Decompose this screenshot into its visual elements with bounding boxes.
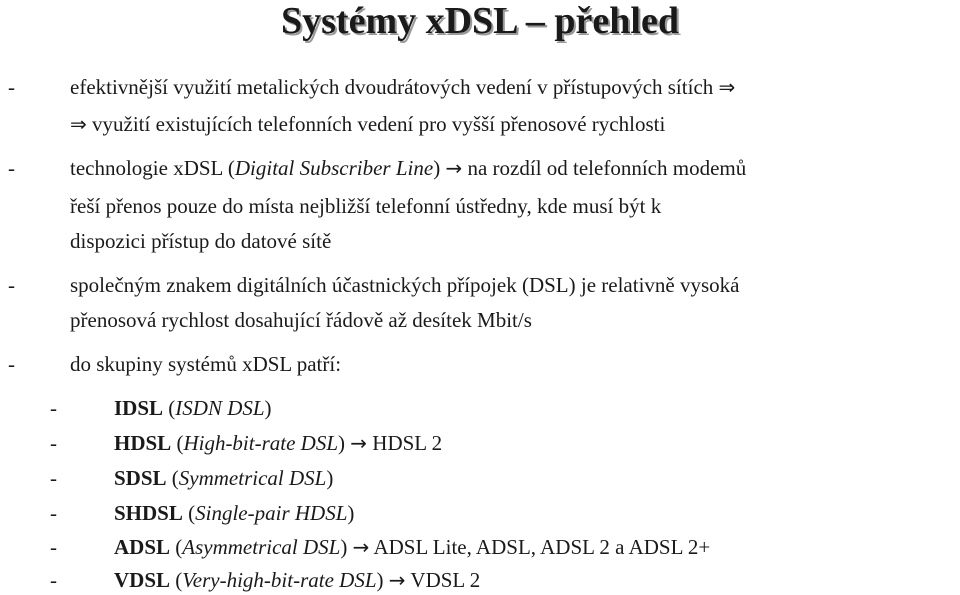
system-fullname: Single-pair HDSL — [195, 501, 348, 525]
system-successor: ADSL Lite, ADSL, ADSL 2 a ADSL 2+ — [373, 535, 711, 559]
paren-close: ) — [326, 466, 334, 490]
system-fullname: Symmetrical DSL — [178, 466, 327, 490]
p2-line1 — [70, 155, 746, 181]
implies-arrow-icon: ⇒ — [70, 112, 87, 136]
system-name: IDSL — [114, 396, 164, 420]
sub-bullet-dash: - — [50, 466, 57, 490]
system-fullname: ISDN DSL — [175, 396, 265, 420]
bullet-dash: - — [8, 352, 15, 376]
sub-bullet-dash: - — [50, 396, 57, 420]
bullet-dash: - — [8, 75, 15, 99]
paren-open: ( — [182, 501, 196, 525]
system-item-hdsl — [114, 430, 442, 456]
system-item-adsl — [114, 534, 710, 560]
right-arrow-icon: → — [352, 535, 370, 559]
p3-line1: společným znakem digitálních účastnických přípojek (DSL) je relativně vysoká — [70, 273, 740, 297]
p2-text-a: technologie xDSL ( — [70, 156, 235, 180]
paren-open: ( — [170, 535, 183, 559]
paren-close: ) — [376, 568, 384, 592]
paren-close: ) — [340, 535, 348, 559]
p2-line3: dispozici přístup do datové sítě — [70, 229, 332, 253]
paren-open: ( — [166, 466, 179, 490]
paren-close: ) — [264, 396, 272, 420]
paren-open: ( — [171, 431, 184, 455]
p2-line2: řeší přenos pouze do místa nejbližší telefonní ústředny, kde musí být k — [70, 194, 662, 218]
system-successor: VDSL 2 — [410, 568, 481, 592]
slide-title: Systémy xDSL – přehled — [281, 0, 679, 42]
system-fullname: High-bit-rate DSL — [183, 431, 339, 455]
paren-open: ( — [170, 568, 183, 592]
paren-open: ( — [163, 396, 176, 420]
system-item-sdsl — [114, 465, 333, 491]
p2-text-italic: Digital Subscriber Line — [234, 156, 434, 180]
p4-line: do skupiny systémů xDSL patří: — [70, 352, 342, 376]
right-arrow-icon: → — [388, 568, 406, 592]
bullet-dash: - — [8, 273, 15, 297]
system-item-idsl — [114, 395, 272, 421]
sub-bullet-dash: - — [50, 431, 57, 455]
system-fullname: Asymmetrical DSL — [182, 535, 341, 559]
bullet-dash: - — [8, 156, 15, 180]
system-successor: HDSL 2 — [372, 431, 443, 455]
p1-line1-text: efektivnější využití metalických dvoudrátových vedení v přístupových sítích — [70, 75, 714, 99]
p1-line2 — [70, 111, 665, 137]
p1-line2-text: využití existujících telefonních vedení pro vyšší přenosové rychlosti — [92, 112, 666, 136]
system-item-vdsl — [114, 567, 480, 593]
p3-line2: přenosová rychlost dosahující řádově až desítek Mbit/s — [70, 308, 532, 332]
right-arrow-icon: → — [445, 156, 463, 180]
paren-close: ) — [347, 501, 355, 525]
p1-line1 — [70, 74, 735, 100]
sub-bullet-dash: - — [50, 501, 57, 525]
system-item-shdsl — [114, 500, 354, 526]
system-name: HDSL — [114, 431, 172, 455]
system-name: SHDSL — [114, 501, 183, 525]
implies-arrow-icon: ⇒ — [718, 75, 736, 99]
system-name: VDSL — [114, 568, 171, 592]
system-fullname: Very-high-bit-rate DSL — [182, 568, 377, 592]
system-name: ADSL — [114, 535, 171, 559]
paren-close: ) — [338, 431, 346, 455]
p2-text-c: ) — [433, 156, 441, 180]
right-arrow-icon: → — [350, 431, 368, 455]
system-name: SDSL — [114, 466, 167, 490]
sub-bullet-dash: - — [50, 568, 57, 592]
sub-bullet-dash: - — [50, 535, 57, 559]
p2-text-d: na rozdíl od telefonních modemů — [467, 156, 747, 180]
